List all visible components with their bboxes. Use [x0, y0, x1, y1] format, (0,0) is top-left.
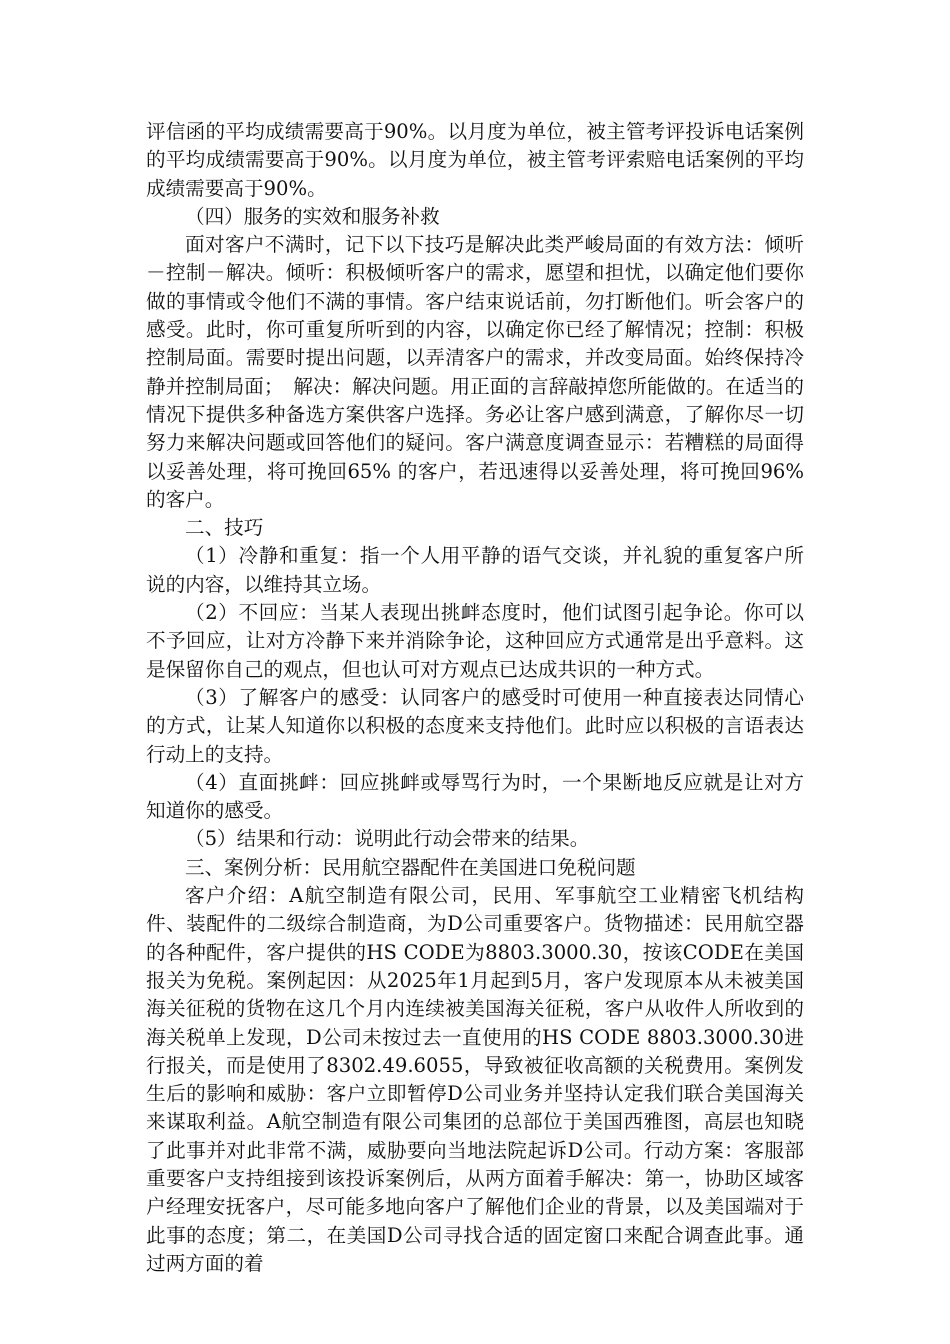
section-heading-service-recovery: （四）服务的实效和服务补救	[185, 204, 440, 228]
paragraph-listen-control-resolve: 面对客户不满时，记下以下技巧是解决此类严峻局面的有效方法：倾听－控制－解决。倾听：积极倾听客户的需求，愿望和担忧，以确定他们要你做的事情或令他们不满的事情。客户结束说话前，勿打断他们。听会客户的感受。此时，你可重复所听到的内容，以确定你已经了解情况；控制：积极控制局面。需要时提出问题，以弄清客户的需求，并改变局面。始终保持冷静并控制局面； 解决：解决问题。用正面的言辞敲掉您所能做的。在适当的情况下提供多种备选方案供客户选择。务必让客户感到满意，了解你尽一切努力来解决问题或回答他们的疑问。客户满意度调查显示：若糟糕的局面得以妥善处理，将可挽回65% 的客户，若迅速得以妥善处理，将可挽回96%的客户。	[146, 233, 804, 511]
document-body	[146, 118, 804, 1278]
section-heading-case-study: 三、案例分析：民用航空器配件在美国进口免税问题	[185, 855, 636, 879]
technique-item-1: （1）冷静和重复：指一个人用平静的语气交谈，并礼貌的重复客户所说的内容，以维持其立场。	[146, 544, 804, 596]
paragraph-evaluation-criteria: 评信函的平均成绩需要高于90%。以月度为单位，被主管考评投诉电话案例的平均成绩需要高于90%。以月度为单位，被主管考评索赔电话案例的平均成绩需要高于90%。	[146, 120, 804, 200]
technique-item-5: （5）结果和行动：说明此行动会带来的结果。	[185, 827, 590, 851]
technique-item-4: （4）直面挑衅：回应挑衅或辱骂行为时，一个果断地反应就是让对方知道你的感受。	[146, 770, 804, 823]
technique-item-2: （2）不回应：当某人表现出挑衅态度时，他们试图引起争论。你可以不予回应，让对方冷静下来并消除争论，这种回应方式通常是出乎意料。这是保留你自己的观点，但也认可对方观点已达成共识的一种方式。	[146, 601, 804, 681]
technique-item-3: （3）了解客户的感受：认同客户的感受时可使用一种直接表达同情心的方式，让某人知道你以积极的态度来支持他们。此时应以积极的言语表达行动上的支持。	[146, 685, 804, 766]
section-heading-techniques: 二、技巧	[185, 516, 264, 540]
paragraph-case-study-body: 客户介绍：A航空制造有限公司，民用、军事航空工业精密飞机结构件、装配件的二级综合制造商，为D公司重要客户。货物描述：民用航空器的各种配件，客户提供的HS CODE为8803.3000.30，按该CODE在美国报关为免税。案例起因：从2025年1月起到5月，客户发现原本从未被美国海关征税的货物在这几个月内连续被美国海关征税，客户从收件人所收到的海关税单上发现，D公司未按过去一直使用的HS CODE 8803.3000.30进行报关，而是使用了8302.49.6055，导致被征收高额的关税费用。案例发生后的影响和威胁：客户立即暂停D公司业务并坚持认定我们联合美国海关来谋取利益。A航空制造有限公司集团的总部位于美国西雅图，高层也知晓了此事并对此非常不满，威胁要向当地法院起诉D公司。行动方案：客服部重要客户支持组接到该投诉案例后，从两方面着手解决：第一，协助区域客户经理安抚客户，尽可能多地向客户了解他们企业的背景，以及美国端对于此事的态度；第二，在美国D公司寻找合适的固定窗口来配合调查此事。通过两方面的着	[146, 884, 804, 1275]
